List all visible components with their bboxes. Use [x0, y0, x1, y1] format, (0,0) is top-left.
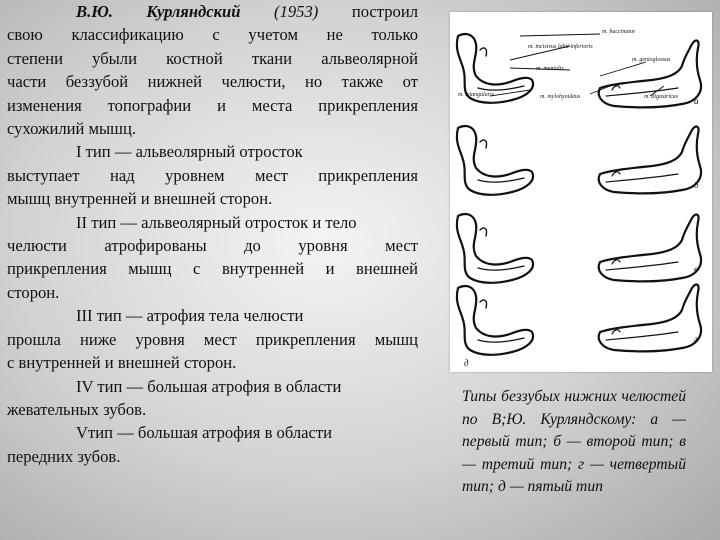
- type1-line-1: I тип — альвеолярный отросток: [76, 142, 303, 162]
- letter-b: б: [694, 180, 699, 190]
- intro-line-3: степени убыли костной ткани альвеолярной: [7, 48, 418, 68]
- label-buccinator: m. buccinator: [602, 29, 636, 35]
- type1-line-3: мышц внутренней и внешней сторон.: [7, 189, 273, 209]
- letter-d: д: [464, 358, 469, 368]
- letter-a: а: [694, 96, 699, 106]
- label-mentalis: m. mentalis: [536, 66, 564, 72]
- label-digastricus: m. digastricus: [644, 94, 679, 100]
- type4-line-2: жевательных зубов.: [7, 399, 147, 419]
- type2-line-3: прикрепления мышц с внутренней и внешней: [7, 259, 418, 279]
- type1-line-2: выступает над уровнем мест прикрепления: [7, 165, 418, 185]
- jaw-c-right: [599, 215, 701, 282]
- type3-line-2: прошла ниже уровня мест прикрепления мышц: [7, 329, 418, 349]
- intro-line-4: части беззубой нижней челюсти, но также от: [7, 72, 418, 92]
- type2-line-1: II тип — альвеолярный отросток и тело: [76, 212, 357, 232]
- label-genioglossus: m. genioglossus: [632, 57, 671, 63]
- jaw-b-right: [599, 127, 701, 194]
- letter-v: в: [694, 264, 698, 274]
- type2-line-2: челюсти атрофированы до уровня мест: [7, 236, 418, 256]
- jaw-d-left: [457, 286, 533, 355]
- type3-line-3: с внутренней и внешней сторон.: [7, 353, 237, 373]
- mandible-illustrations: [450, 12, 712, 372]
- label-mylohyoideus: m. mylohyoideus: [540, 94, 581, 100]
- mandible-types-figure: [450, 12, 712, 372]
- intro-line-5: изменения топографии и места прикрепления: [7, 95, 418, 115]
- label-incisivus: m. incisivus labii inferioris: [528, 44, 593, 50]
- author-name: В.Ю. Курляндский: [76, 2, 241, 21]
- type2-line-4: сторон.: [7, 282, 60, 302]
- intro-paragraph: [7, 0, 418, 23]
- year: (1953): [274, 2, 319, 21]
- jaw-b-left: [457, 126, 533, 195]
- figure-caption: Типы беззубых нижних челюстей по В;Ю. Курляндскому: а — первый тип; б — второй тип; в — третий тип; г — четвертый тип; д — пятый тип: [462, 388, 686, 496]
- letter-g: г: [694, 334, 698, 344]
- jaw-d-right: [599, 285, 701, 352]
- classification-text: [7, 0, 418, 468]
- jaw-c-left: [457, 214, 533, 283]
- type5-line-2: передних зубов.: [7, 446, 121, 466]
- type5-line-1: Vтип — большая атрофия в области: [76, 423, 333, 443]
- type3-line-1: III тип — атрофия тела челюсти: [76, 306, 304, 326]
- intro-line-6: сухожилий мышц.: [7, 119, 136, 139]
- label-triangularis: m. triangularis: [458, 92, 495, 98]
- intro-line-1-rest: построил: [351, 2, 418, 21]
- intro-line-2: свою классификацию с учетом не только: [7, 25, 418, 45]
- type4-line-1: IV тип — большая атрофия в области: [76, 376, 342, 396]
